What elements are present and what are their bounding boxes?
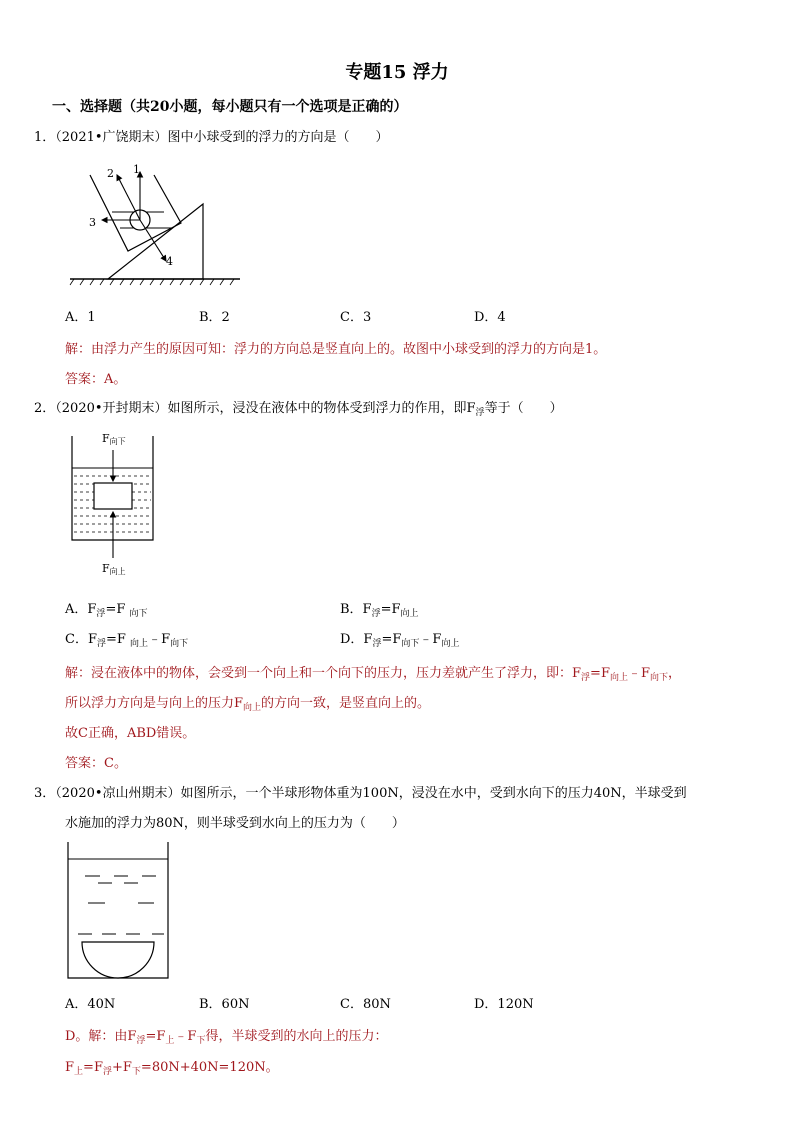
q1-figure [60,160,250,290]
q2-explanation-line-2: 所以浮力方向是与向上的压力$F_{向上}$的方向一致，是竖直向上的。 [65,696,431,713]
q1-option-c: C．3 [340,310,372,325]
question-2-stem: 2．（2020•开封期末）如图所示，浸没在液体中的物体受到浮力的作用，即$F_浮$等于（ ） [34,401,563,418]
arrow-label-2: 2 [107,167,114,180]
force-up-label: F向上 [102,562,126,576]
q3-option-b: B．60N [199,997,250,1012]
q1-answer: 答案：A。 [65,372,127,387]
q1-explanation: 解：由浮力产生的原因可知：浮力的方向总是竖直向上的。故图中小球受到的浮力的方向是1。 [65,342,607,357]
section-heading: 一、选择题（共20小题，每小题只有一个选项是正确的） [52,99,408,115]
q3-figure [60,838,180,988]
q2-answer: 答案：C。 [65,756,127,771]
q2-option-d: D．$F_浮=F_{向下}﹣F_{向上}$ [340,632,460,649]
question-3-stem-line-2: 水施加的浮力为80N，则半球受到水向上的压力为（ ） [65,816,405,831]
q1-option-d: D．4 [474,310,506,325]
q2-option-b: B．$F_浮=F_{向上}$ [340,602,419,619]
q2-explanation-line-1: 解：浸在液体中的物体，会受到一个向上和一个向下的压力，压力差就产生了浮力，即：$F_浮=F_{向上}﹣F_{向下}$， [65,666,682,683]
arrow-label-4: 4 [166,255,173,268]
q2-explanation-line-3: 故C正确，ABD错误。 [65,726,196,741]
question-1-stem: 1．（2021•广饶期末）图中小球受到的浮力的方向是（ ） [34,130,389,145]
page-title: 专题15 浮力 [345,62,449,83]
q2-option-c: C．$F_浮=F$ $_{向上}﹣F_{向下}$ [65,632,189,649]
force-down-label: F向下 [102,432,126,446]
q3-explanation-line-1: D。解：由$F_浮=F_上﹣F_下$得，半球受到的水向上的压力： [65,1029,388,1046]
arrow-label-1: 1 [133,163,140,176]
q3-explanation-line-2: $F_上=F_浮+F_下=80N+40N=120N$。 [65,1060,279,1077]
q1-option-a: A．1 [65,310,96,325]
q3-option-c: C．80N [340,997,391,1012]
question-3-stem-line-1: 3．（2020•凉山州期末）如图所示，一个半球形物体重为100N，浸没在水中，受到水向下的压力40N，半球受到 [34,786,687,801]
q2-option-a: A．$F_浮=F$ $_{向下}$ [65,602,148,619]
q3-option-a: A．40N [65,997,116,1012]
q2-figure [60,428,170,578]
q3-option-d: D．120N [474,997,534,1012]
q1-option-b: B．2 [199,310,230,325]
arrow-label-3: 3 [89,216,96,229]
